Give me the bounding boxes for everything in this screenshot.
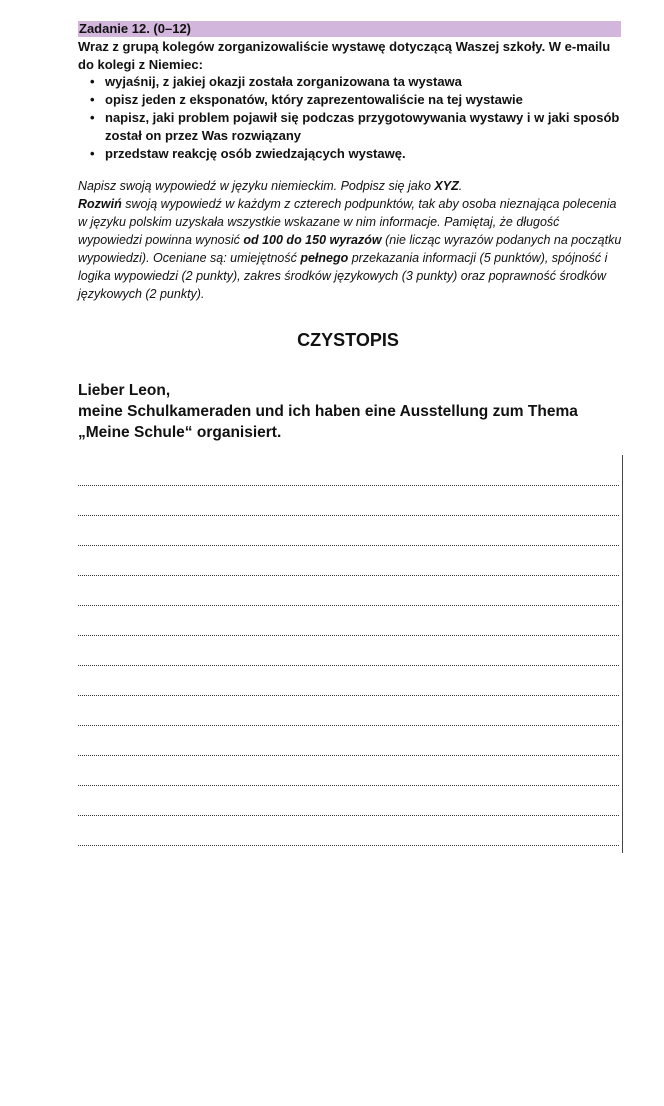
writing-line[interactable]: [78, 546, 619, 576]
task-bullet-list: [78, 73, 623, 163]
instructions-text: przekazania informacji (5 punktów), spójność i logika wypowiedzi (2 punkty), zakres środków językowych (3 punkty) oraz poprawność środków językowych (2 punkty).: [78, 251, 608, 301]
task-intro: Wraz z grupą kolegów zorganizowaliście wystawę dotyczącą Waszej szkoły. W e-mailu do kolegi z Niemiec:: [78, 39, 611, 72]
writing-line[interactable]: [78, 696, 619, 726]
instructions-text: .: [458, 179, 463, 193]
writing-line[interactable]: [78, 786, 619, 816]
task-header: Zadanie 12. (0–12): [78, 21, 621, 37]
instructions-text: (nie licząc wyrazów podanych na początku wypowiedzi). Oceniane są: umiejętność: [78, 233, 622, 265]
writing-line[interactable]: [78, 606, 619, 636]
word-count-requirement: od 100 do 150 wyrazów: [243, 233, 382, 247]
writing-line[interactable]: [78, 486, 619, 516]
letter-greeting: Lieber Leon,: [78, 382, 171, 399]
instructions-text: swoją wypowiedź w każdym z czterech podpunktów, tak aby osoba nieznająca polecenia w języku polskim uzyskała wszystkie wskazane w nim informacje. Pamiętaj, że długość wypowiedzi powinna wynosić: [78, 197, 617, 247]
writing-line[interactable]: [78, 516, 619, 546]
writing-area[interactable]: [78, 456, 619, 846]
writing-line[interactable]: [78, 666, 619, 696]
bullet-item: • opisz jeden z eksponatów, który zaprezentowaliście na tej wystawie: [78, 91, 623, 109]
section-title: CZYSTOPIS: [297, 330, 399, 350]
instructions-emphasis: pełnego: [300, 251, 349, 265]
instructions-emphasis: Rozwiń: [78, 197, 122, 211]
letter-line: meine Schulkameraden und ich haben eine Ausstellung zum Thema: [78, 403, 578, 420]
writing-line[interactable]: [78, 636, 619, 666]
signature-placeholder: XYZ: [434, 179, 459, 193]
instructions: [78, 177, 623, 303]
writing-line[interactable]: [78, 456, 619, 486]
bullet-item: • przedstaw reakcję osób zwiedzających wystawę.: [78, 145, 623, 163]
instructions-paragraph-2: [78, 195, 623, 303]
letter-start: [78, 380, 623, 443]
instructions-text: Napisz swoją wypowiedź w języku niemieckim. Podpisz się jako: [78, 179, 435, 193]
bullet-item: • wyjaśnij, z jakiej okazji została zorganizowana ta wystawa: [78, 73, 623, 91]
margin-line: [622, 455, 623, 853]
writing-line[interactable]: [78, 576, 619, 606]
writing-line[interactable]: [78, 756, 619, 786]
bullet-item: • napisz, jaki problem pojawił się podczas przygotowywania wystawy i w jaki sposób został on przez Was rozwiązany: [78, 109, 623, 145]
writing-line[interactable]: [78, 816, 619, 846]
writing-line[interactable]: [78, 726, 619, 756]
instructions-paragraph-1: [78, 177, 623, 195]
letter-line: „Meine Schule“ organisiert.: [78, 424, 282, 441]
